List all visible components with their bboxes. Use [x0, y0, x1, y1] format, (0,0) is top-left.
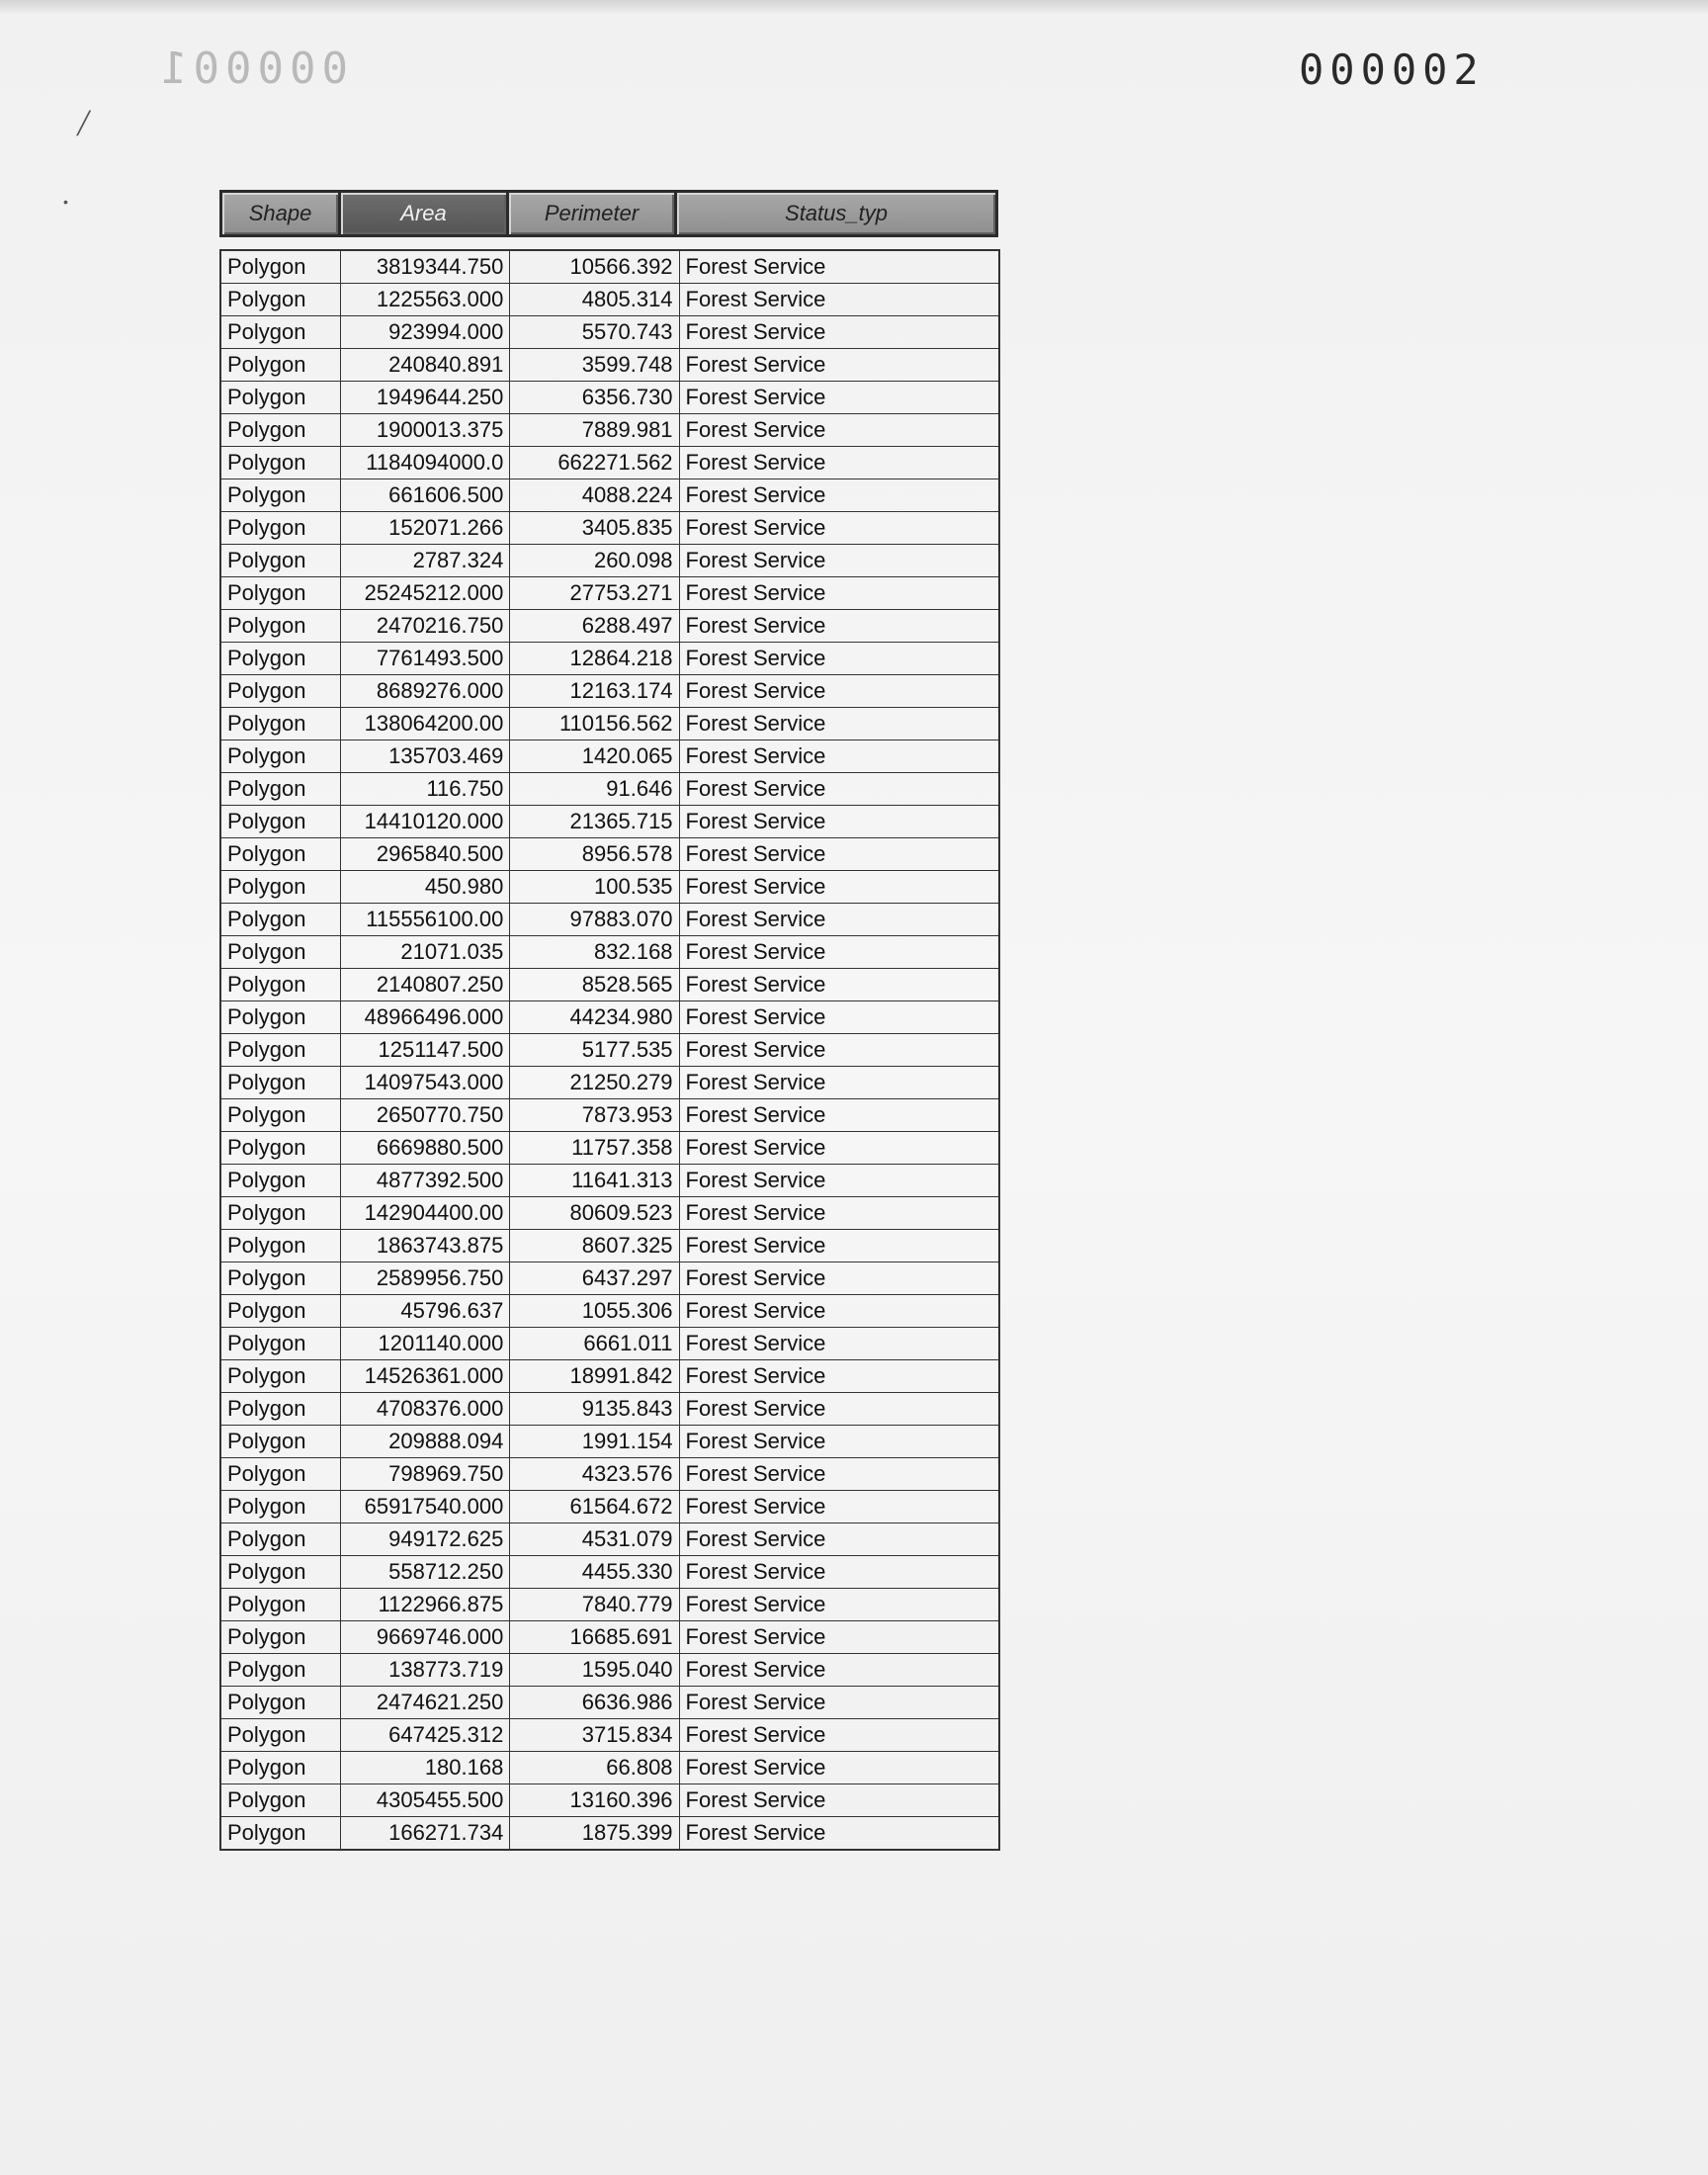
- cell-shape: Polygon: [220, 1784, 341, 1817]
- table-row[interactable]: [220, 675, 999, 708]
- cell-perimeter: 8528.565: [510, 969, 679, 1001]
- cell-perimeter: 9135.843: [510, 1393, 679, 1426]
- cell-area: 3819344.750: [341, 250, 510, 284]
- cell-perimeter: 27753.271: [510, 577, 679, 610]
- cell-area: 240840.891: [341, 349, 510, 382]
- cell-perimeter: 110156.562: [510, 708, 679, 740]
- cell-shape: Polygon: [220, 1165, 341, 1197]
- cell-shape: Polygon: [220, 414, 341, 447]
- table-row[interactable]: [220, 1360, 999, 1393]
- table-row[interactable]: [220, 316, 999, 349]
- cell-status-typ: Forest Service: [679, 1523, 999, 1556]
- cell-area: 142904400.00: [341, 1197, 510, 1230]
- cell-area: 1122966.875: [341, 1589, 510, 1621]
- cell-shape: Polygon: [220, 643, 341, 675]
- cell-status-typ: Forest Service: [679, 250, 999, 284]
- table-row[interactable]: [220, 1230, 999, 1262]
- cell-area: 1900013.375: [341, 414, 510, 447]
- cell-shape: Polygon: [220, 1687, 341, 1719]
- table-row[interactable]: [220, 1719, 999, 1752]
- cell-shape: Polygon: [220, 1067, 341, 1099]
- cell-area: 14097543.000: [341, 1067, 510, 1099]
- cell-status-typ: Forest Service: [679, 1099, 999, 1132]
- cell-status-typ: Forest Service: [679, 284, 999, 316]
- cell-shape: Polygon: [220, 447, 341, 479]
- table-row[interactable]: [220, 1784, 999, 1817]
- cell-area: 21071.035: [341, 936, 510, 969]
- cell-area: 9669746.000: [341, 1621, 510, 1654]
- cell-perimeter: 100.535: [510, 871, 679, 904]
- column-header-area[interactable]: Area: [341, 193, 509, 234]
- table-row[interactable]: [220, 1752, 999, 1784]
- cell-area: 1184094000.0: [341, 447, 510, 479]
- cell-shape: Polygon: [220, 1393, 341, 1426]
- cell-shape: Polygon: [220, 838, 341, 871]
- cell-status-typ: Forest Service: [679, 512, 999, 545]
- cell-shape: Polygon: [220, 577, 341, 610]
- cell-area: 647425.312: [341, 1719, 510, 1752]
- cell-status-typ: Forest Service: [679, 675, 999, 708]
- cell-shape: Polygon: [220, 1817, 341, 1851]
- cell-area: 2965840.500: [341, 838, 510, 871]
- cell-shape: Polygon: [220, 1654, 341, 1687]
- table-row[interactable]: [220, 1197, 999, 1230]
- cell-area: 2140807.250: [341, 969, 510, 1001]
- cell-status-typ: Forest Service: [679, 545, 999, 577]
- cell-shape: Polygon: [220, 1556, 341, 1589]
- table-header-row: [219, 190, 998, 237]
- cell-area: 2589956.750: [341, 1262, 510, 1295]
- cell-area: 1863743.875: [341, 1230, 510, 1262]
- cell-perimeter: 3599.748: [510, 349, 679, 382]
- cell-shape: Polygon: [220, 1295, 341, 1328]
- cell-area: 4305455.500: [341, 1784, 510, 1817]
- cell-status-typ: Forest Service: [679, 1132, 999, 1165]
- cell-perimeter: 6356.730: [510, 382, 679, 414]
- cell-area: 661606.500: [341, 479, 510, 512]
- cell-shape: Polygon: [220, 1752, 341, 1784]
- table-row[interactable]: [220, 773, 999, 806]
- cell-area: 65917540.000: [341, 1491, 510, 1523]
- cell-perimeter: 11757.358: [510, 1132, 679, 1165]
- cell-shape: Polygon: [220, 1523, 341, 1556]
- table-row[interactable]: [220, 1817, 999, 1851]
- cell-status-typ: Forest Service: [679, 1426, 999, 1458]
- table-row[interactable]: [220, 708, 999, 740]
- cell-shape: Polygon: [220, 1132, 341, 1165]
- cell-area: 2474621.250: [341, 1687, 510, 1719]
- cell-status-typ: Forest Service: [679, 1230, 999, 1262]
- cell-perimeter: 7889.981: [510, 414, 679, 447]
- table-row[interactable]: [220, 806, 999, 838]
- cell-area: 14526361.000: [341, 1360, 510, 1393]
- cell-status-typ: Forest Service: [679, 1719, 999, 1752]
- cell-perimeter: 6661.011: [510, 1328, 679, 1360]
- table-row[interactable]: [220, 936, 999, 969]
- cell-shape: Polygon: [220, 284, 341, 316]
- cell-perimeter: 4088.224: [510, 479, 679, 512]
- cell-shape: Polygon: [220, 1328, 341, 1360]
- cell-area: 450.980: [341, 871, 510, 904]
- cell-perimeter: 4455.330: [510, 1556, 679, 1589]
- table-row[interactable]: [220, 1589, 999, 1621]
- cell-perimeter: 1420.065: [510, 740, 679, 773]
- pen-mark-dot: •: [63, 194, 68, 210]
- cell-area: 4708376.000: [341, 1393, 510, 1426]
- cell-perimeter: 44234.980: [510, 1001, 679, 1034]
- cell-perimeter: 10566.392: [510, 250, 679, 284]
- table-row[interactable]: [220, 545, 999, 577]
- cell-status-typ: Forest Service: [679, 969, 999, 1001]
- cell-perimeter: 5177.535: [510, 1034, 679, 1067]
- cell-status-typ: Forest Service: [679, 708, 999, 740]
- cell-status-typ: Forest Service: [679, 1654, 999, 1687]
- cell-area: 166271.734: [341, 1817, 510, 1851]
- cell-perimeter: 8956.578: [510, 838, 679, 871]
- cell-shape: Polygon: [220, 1034, 341, 1067]
- cell-perimeter: 21250.279: [510, 1067, 679, 1099]
- cell-area: 949172.625: [341, 1523, 510, 1556]
- cell-status-typ: Forest Service: [679, 838, 999, 871]
- cell-perimeter: 6437.297: [510, 1262, 679, 1295]
- table-row[interactable]: [220, 1458, 999, 1491]
- cell-area: 152071.266: [341, 512, 510, 545]
- cell-perimeter: 7840.779: [510, 1589, 679, 1621]
- cell-area: 25245212.000: [341, 577, 510, 610]
- cell-shape: Polygon: [220, 479, 341, 512]
- cell-shape: Polygon: [220, 1262, 341, 1295]
- cell-status-typ: Forest Service: [679, 1393, 999, 1426]
- cell-area: 923994.000: [341, 316, 510, 349]
- cell-shape: Polygon: [220, 773, 341, 806]
- cell-area: 116.750: [341, 773, 510, 806]
- cell-status-typ: Forest Service: [679, 1197, 999, 1230]
- table-row[interactable]: [220, 1556, 999, 1589]
- bates-stamp-mirrored: 000001: [155, 44, 348, 94]
- table-row[interactable]: [220, 610, 999, 643]
- cell-status-typ: Forest Service: [679, 447, 999, 479]
- cell-perimeter: 66.808: [510, 1752, 679, 1784]
- table-row[interactable]: [220, 969, 999, 1001]
- cell-status-typ: Forest Service: [679, 1556, 999, 1589]
- cell-perimeter: 80609.523: [510, 1197, 679, 1230]
- table-row[interactable]: [220, 1393, 999, 1426]
- cell-area: 7761493.500: [341, 643, 510, 675]
- cell-area: 138064200.00: [341, 708, 510, 740]
- cell-perimeter: 12864.218: [510, 643, 679, 675]
- cell-shape: Polygon: [220, 1360, 341, 1393]
- cell-area: 209888.094: [341, 1426, 510, 1458]
- cell-area: 6669880.500: [341, 1132, 510, 1165]
- pen-mark: ╱: [77, 111, 91, 135]
- table-row[interactable]: [220, 577, 999, 610]
- cell-shape: Polygon: [220, 969, 341, 1001]
- table-row[interactable]: [220, 284, 999, 316]
- table-row[interactable]: [220, 382, 999, 414]
- table-row[interactable]: [220, 643, 999, 675]
- cell-status-typ: Forest Service: [679, 1817, 999, 1851]
- cell-area: 1201140.000: [341, 1328, 510, 1360]
- table-row[interactable]: [220, 1165, 999, 1197]
- cell-perimeter: 4531.079: [510, 1523, 679, 1556]
- cell-shape: Polygon: [220, 1589, 341, 1621]
- cell-area: 2650770.750: [341, 1099, 510, 1132]
- cell-area: 2787.324: [341, 545, 510, 577]
- table-row[interactable]: [220, 1001, 999, 1034]
- cell-perimeter: 13160.396: [510, 1784, 679, 1817]
- cell-shape: Polygon: [220, 708, 341, 740]
- column-header-status-typ[interactable]: Status_typ: [677, 193, 995, 234]
- cell-perimeter: 11641.313: [510, 1165, 679, 1197]
- cell-shape: Polygon: [220, 382, 341, 414]
- page-top-edge: [0, 0, 1708, 14]
- cell-shape: Polygon: [220, 1099, 341, 1132]
- bates-stamp: 000002: [1299, 45, 1485, 94]
- table-row[interactable]: [220, 904, 999, 936]
- cell-shape: Polygon: [220, 1719, 341, 1752]
- cell-shape: Polygon: [220, 1458, 341, 1491]
- table-row[interactable]: [220, 1328, 999, 1360]
- cell-area: 48966496.000: [341, 1001, 510, 1034]
- cell-shape: Polygon: [220, 1426, 341, 1458]
- cell-perimeter: 6636.986: [510, 1687, 679, 1719]
- cell-area: 14410120.000: [341, 806, 510, 838]
- cell-perimeter: 832.168: [510, 936, 679, 969]
- cell-perimeter: 1875.399: [510, 1817, 679, 1851]
- cell-shape: Polygon: [220, 545, 341, 577]
- table-row[interactable]: [220, 1654, 999, 1687]
- cell-status-typ: Forest Service: [679, 382, 999, 414]
- cell-perimeter: 4323.576: [510, 1458, 679, 1491]
- cell-perimeter: 18991.842: [510, 1360, 679, 1393]
- cell-status-typ: Forest Service: [679, 1067, 999, 1099]
- cell-area: 798969.750: [341, 1458, 510, 1491]
- cell-perimeter: 1595.040: [510, 1654, 679, 1687]
- attribute-table: [219, 190, 1000, 1851]
- cell-perimeter: 97883.070: [510, 904, 679, 936]
- cell-shape: Polygon: [220, 871, 341, 904]
- cell-status-typ: Forest Service: [679, 773, 999, 806]
- cell-shape: Polygon: [220, 904, 341, 936]
- cell-perimeter: 8607.325: [510, 1230, 679, 1262]
- cell-shape: Polygon: [220, 512, 341, 545]
- cell-perimeter: 12163.174: [510, 675, 679, 708]
- cell-area: 1225563.000: [341, 284, 510, 316]
- cell-status-typ: Forest Service: [679, 1328, 999, 1360]
- cell-area: 1949644.250: [341, 382, 510, 414]
- table-row[interactable]: [220, 740, 999, 773]
- cell-status-typ: Forest Service: [679, 1360, 999, 1393]
- table-row[interactable]: [220, 1034, 999, 1067]
- cell-perimeter: 1055.306: [510, 1295, 679, 1328]
- table-body: [219, 249, 1000, 1851]
- cell-status-typ: Forest Service: [679, 871, 999, 904]
- cell-shape: Polygon: [220, 936, 341, 969]
- cell-status-typ: Forest Service: [679, 936, 999, 969]
- cell-area: 115556100.00: [341, 904, 510, 936]
- cell-perimeter: 5570.743: [510, 316, 679, 349]
- table-row[interactable]: [220, 1523, 999, 1556]
- cell-shape: Polygon: [220, 316, 341, 349]
- table-row[interactable]: [220, 1687, 999, 1719]
- cell-area: 138773.719: [341, 1654, 510, 1687]
- table-row[interactable]: [220, 1426, 999, 1458]
- table-row[interactable]: [220, 1099, 999, 1132]
- cell-status-typ: Forest Service: [679, 1491, 999, 1523]
- cell-area: 2470216.750: [341, 610, 510, 643]
- cell-shape: Polygon: [220, 1001, 341, 1034]
- cell-status-typ: Forest Service: [679, 577, 999, 610]
- cell-status-typ: Forest Service: [679, 1295, 999, 1328]
- cell-shape: Polygon: [220, 1197, 341, 1230]
- cell-shape: Polygon: [220, 250, 341, 284]
- cell-status-typ: Forest Service: [679, 1752, 999, 1784]
- cell-perimeter: 7873.953: [510, 1099, 679, 1132]
- cell-perimeter: 662271.562: [510, 447, 679, 479]
- cell-perimeter: 1991.154: [510, 1426, 679, 1458]
- cell-status-typ: Forest Service: [679, 904, 999, 936]
- cell-status-typ: Forest Service: [679, 1687, 999, 1719]
- cell-shape: Polygon: [220, 610, 341, 643]
- table-row[interactable]: [220, 1262, 999, 1295]
- cell-status-typ: Forest Service: [679, 643, 999, 675]
- table-row[interactable]: [220, 479, 999, 512]
- cell-status-typ: Forest Service: [679, 349, 999, 382]
- table-row[interactable]: [220, 1132, 999, 1165]
- cell-shape: Polygon: [220, 740, 341, 773]
- table-row[interactable]: [220, 414, 999, 447]
- cell-status-typ: Forest Service: [679, 1001, 999, 1034]
- cell-perimeter: 3715.834: [510, 1719, 679, 1752]
- table-row[interactable]: [220, 1621, 999, 1654]
- cell-area: 45796.637: [341, 1295, 510, 1328]
- cell-status-typ: Forest Service: [679, 806, 999, 838]
- cell-perimeter: 260.098: [510, 545, 679, 577]
- column-header-perimeter[interactable]: Perimeter: [509, 193, 677, 234]
- table-row[interactable]: [220, 1067, 999, 1099]
- cell-status-typ: Forest Service: [679, 1784, 999, 1817]
- cell-area: 135703.469: [341, 740, 510, 773]
- cell-perimeter: 3405.835: [510, 512, 679, 545]
- cell-status-typ: Forest Service: [679, 1589, 999, 1621]
- table-row[interactable]: [220, 447, 999, 479]
- cell-shape: Polygon: [220, 675, 341, 708]
- cell-perimeter: 16685.691: [510, 1621, 679, 1654]
- cell-perimeter: 91.646: [510, 773, 679, 806]
- table-row[interactable]: [220, 871, 999, 904]
- table-row[interactable]: [220, 349, 999, 382]
- cell-shape: Polygon: [220, 806, 341, 838]
- cell-status-typ: Forest Service: [679, 316, 999, 349]
- cell-status-typ: Forest Service: [679, 740, 999, 773]
- cell-area: 8689276.000: [341, 675, 510, 708]
- cell-area: 558712.250: [341, 1556, 510, 1589]
- cell-status-typ: Forest Service: [679, 1034, 999, 1067]
- table-row[interactable]: [220, 838, 999, 871]
- cell-shape: Polygon: [220, 1230, 341, 1262]
- cell-status-typ: Forest Service: [679, 479, 999, 512]
- cell-status-typ: Forest Service: [679, 414, 999, 447]
- cell-perimeter: 6288.497: [510, 610, 679, 643]
- cell-shape: Polygon: [220, 1621, 341, 1654]
- cell-status-typ: Forest Service: [679, 1262, 999, 1295]
- cell-perimeter: 4805.314: [510, 284, 679, 316]
- table-row[interactable]: [220, 1295, 999, 1328]
- column-header-shape[interactable]: Shape: [222, 193, 341, 234]
- cell-status-typ: Forest Service: [679, 1165, 999, 1197]
- cell-area: 4877392.500: [341, 1165, 510, 1197]
- cell-status-typ: Forest Service: [679, 1458, 999, 1491]
- table-row[interactable]: [220, 1491, 999, 1523]
- table-row[interactable]: [220, 250, 999, 284]
- cell-status-typ: Forest Service: [679, 1621, 999, 1654]
- cell-perimeter: 61564.672: [510, 1491, 679, 1523]
- cell-area: 180.168: [341, 1752, 510, 1784]
- table-row[interactable]: [220, 512, 999, 545]
- cell-shape: Polygon: [220, 1491, 341, 1523]
- cell-area: 1251147.500: [341, 1034, 510, 1067]
- cell-status-typ: Forest Service: [679, 610, 999, 643]
- cell-shape: Polygon: [220, 349, 341, 382]
- cell-perimeter: 21365.715: [510, 806, 679, 838]
